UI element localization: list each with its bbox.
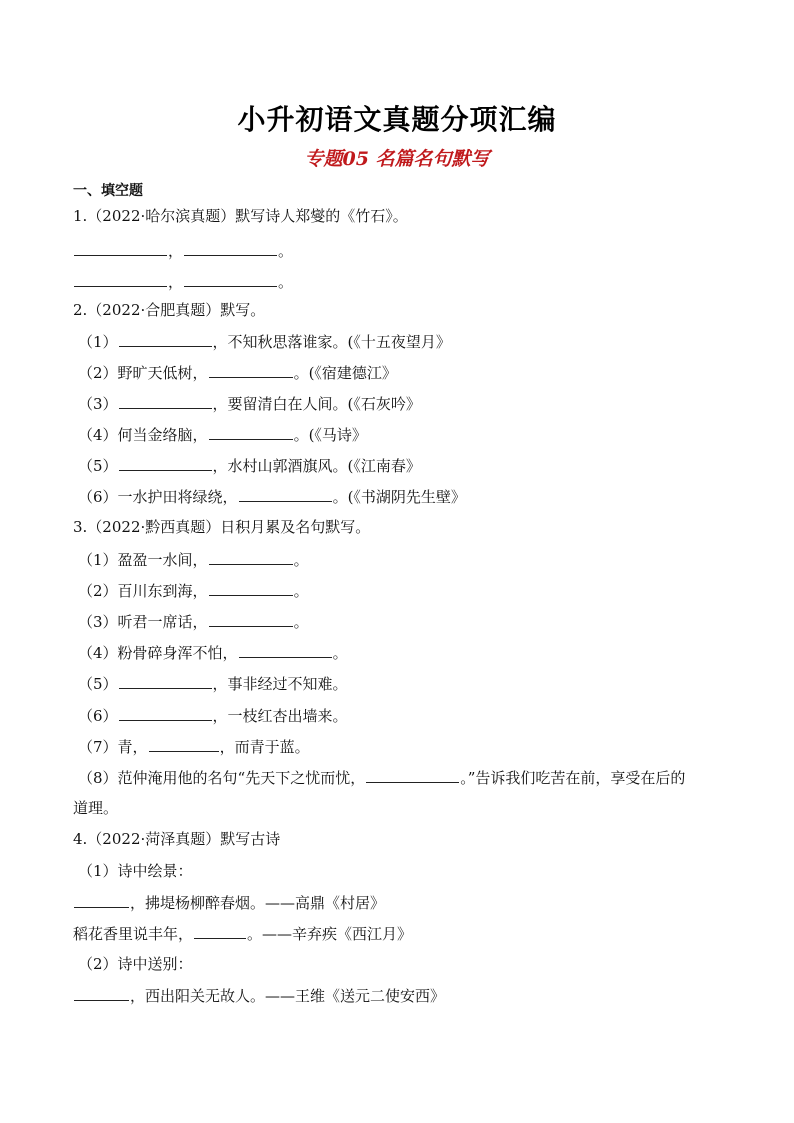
- question-4-sub-1: （1）诗中绘景：: [78, 862, 193, 880]
- answer-blank[interactable]: [209, 580, 293, 596]
- question-2-item-6: （6）一水护田将绿绕， 。(《书湖阴先生壁》: [78, 488, 466, 506]
- answer-blank[interactable]: [239, 486, 332, 502]
- question-3-item-6: （6） ，一枝红杏出墙来。: [78, 707, 348, 725]
- answer-blank[interactable]: [239, 642, 332, 658]
- answer-blank[interactable]: [209, 549, 293, 565]
- answer-blank[interactable]: [209, 611, 293, 627]
- answer-blank[interactable]: [149, 736, 219, 752]
- answer-blank[interactable]: [74, 892, 129, 908]
- answer-blank[interactable]: [119, 705, 212, 721]
- answer-blank[interactable]: [184, 240, 277, 256]
- question-4-sub-2: （2）诗中送别：: [78, 955, 193, 973]
- question-3-item-2: （2）百川东到海， 。: [78, 582, 309, 600]
- answer-blank[interactable]: [74, 240, 167, 256]
- answer-blank[interactable]: [74, 271, 167, 287]
- question-3-item-8: （8）范仲淹用他的名句“先天下之忧而忧， 。”告诉我们吃苦在前，享受在后的: [78, 769, 686, 787]
- answer-blank[interactable]: [119, 455, 212, 471]
- section-heading: 一、填空题: [73, 183, 143, 199]
- question-2-item-3: （3） ，要留清白在人间。(《石灰吟》: [78, 395, 421, 413]
- question-2-item-2: （2）野旷天低树， 。(《宿建德江》: [78, 364, 397, 382]
- page-title: 小升初语文真题分项汇编: [237, 103, 557, 136]
- answer-blank[interactable]: [119, 331, 212, 347]
- question-3-item-8-cont: 道理。: [73, 799, 119, 817]
- question-3-heading: 3.（2022·黔西真题）日积月累及名句默写。: [73, 518, 371, 536]
- answer-blank[interactable]: [74, 985, 129, 1001]
- question-2-item-4: （4）何当金络脑， 。(《马诗》: [78, 426, 367, 444]
- question-3-item-3: （3）听君一席话， 。: [78, 613, 309, 631]
- question-3-item-5: （5） ，事非经过不知难。: [78, 675, 348, 693]
- question-4-line-1: ，拂堤杨柳醉春烟。——高鼎《村居》: [73, 892, 385, 913]
- question-4-line-3: ，西出阳关无故人。——王维《送元二使安西》: [73, 985, 445, 1006]
- question-3-item-7: （7）青， ，而青于蓝。: [78, 738, 310, 756]
- question-1-line-1: ， 。: [73, 240, 293, 261]
- answer-blank[interactable]: [366, 767, 459, 783]
- question-3-item-4: （4）粉骨碎身浑不怕， 。: [78, 644, 348, 662]
- question-3-item-1: （1）盈盈一水间， 。: [78, 551, 309, 569]
- question-4-heading: 4.（2022·菏泽真题）默写古诗: [73, 830, 281, 848]
- question-2-item-5: （5） ，水村山郭酒旗风。(《江南春》: [78, 457, 421, 475]
- answer-blank[interactable]: [209, 424, 293, 440]
- question-1-line-2: ， 。: [73, 271, 293, 292]
- page-subtitle: 专题05 名篇名句默写: [304, 148, 490, 170]
- answer-blank[interactable]: [119, 393, 212, 409]
- question-1-heading: 1.（2022·哈尔滨真题）默写诗人郑燮的《竹石》。: [73, 207, 408, 225]
- question-2-heading: 2.（2022·合肥真题）默写。: [73, 301, 266, 319]
- answer-blank[interactable]: [209, 362, 293, 378]
- question-4-line-2: 稻花香里说丰年， 。——辛弃疾《西江月》: [73, 925, 413, 943]
- answer-blank[interactable]: [184, 271, 277, 287]
- answer-blank[interactable]: [194, 923, 246, 939]
- question-2-item-1: （1） ，不知秋思落谁家。(《十五夜望月》: [78, 333, 451, 351]
- answer-blank[interactable]: [119, 673, 212, 689]
